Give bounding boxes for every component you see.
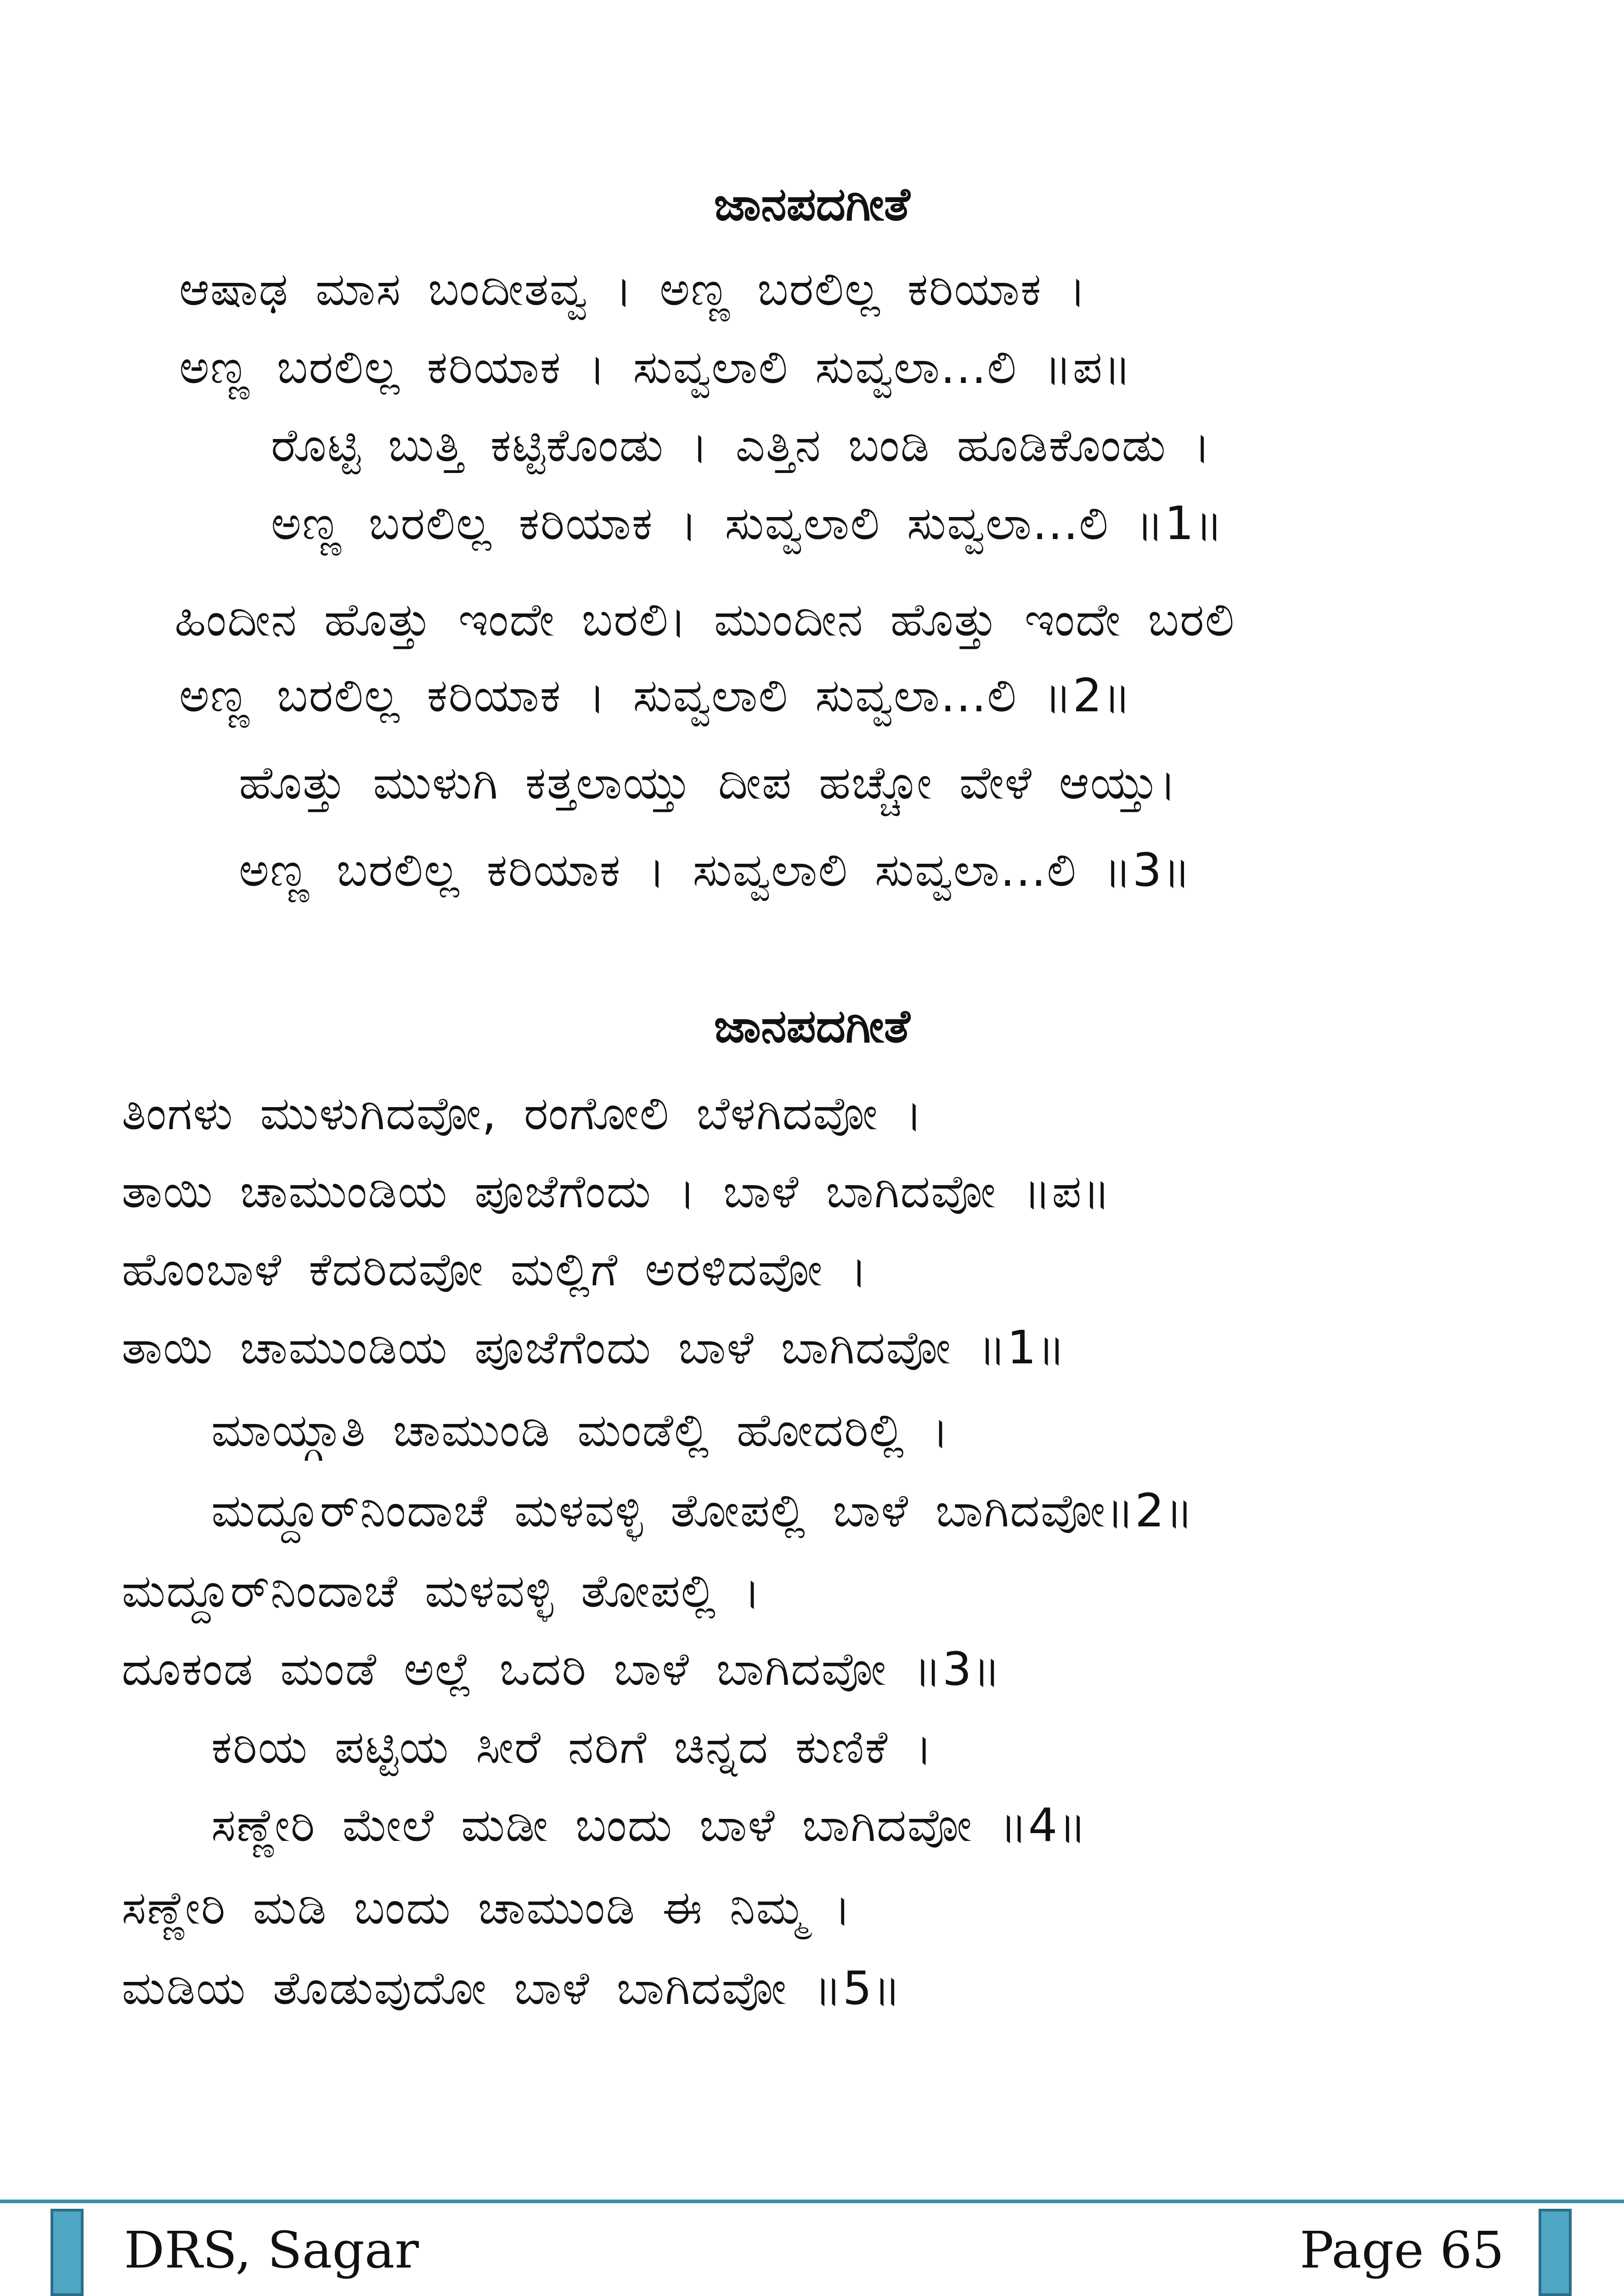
page-number: Page 65: [1300, 2221, 1505, 2279]
poem-2-line-2: ತಾಯಿ ಚಾಮುಂಡಿಯ ಪೂಜೆಗೆಂದು । ಬಾಳೆ ಬಾಗಿದವೋ ॥ಪ॥: [122, 1165, 1111, 1218]
section-2-title: ಜಾನಪದಗೀತೆ: [714, 999, 910, 1053]
footer-source: DRS, Sagar: [124, 2221, 419, 2279]
poem-2-line-4: ತಾಯಿ ಚಾಮುಂಡಿಯ ಪೂಜೆಗೆಂದು ಬಾಳೆ ಬಾಗಿದವೋ ॥1॥: [122, 1321, 1066, 1374]
poem-1-line-7: ಹೊತ್ತು ಮುಳುಗಿ ಕತ್ತಲಾಯ್ತು ದೀಪ ಹಚ್ಚೋ ವೇಳೆ ಆಯ್ತು।: [239, 756, 1178, 810]
poem-2-line-1: ತಿಂಗಳು ಮುಳುಗಿದವೋ, ರಂಗೋಲಿ ಬೆಳಗಿದವೋ ।: [122, 1086, 924, 1140]
footer-right-bar: [1539, 2209, 1572, 2296]
poem-2-line-5: ಮಾಯ್ಗಾತಿ ಚಾಮುಂಡಿ ಮಂಡೆಲ್ಲಿ ಹೋದರಿಲ್ಲಿ ।: [211, 1403, 950, 1457]
poem-1-line-6: ಅಣ್ಣ ಬರಲಿಲ್ಲ ಕರಿಯಾಕ । ಸುವ್ವಲಾಲಿ ಸುವ್ವಲಾ...ಲಿ ॥2॥: [179, 669, 1132, 722]
poem-2-line-11: ಸಣ್ಣೇರಿ ಮಡಿ ಬಂದು ಚಾಮುಂಡಿ ಈ ನಿಮ್ಮ ।: [122, 1881, 852, 1935]
poem-2-line-6: ಮದ್ದೂರ್‌ನಿಂದಾಚೆ ಮಳವಳ್ಳಿ ತೋಪಲ್ಲಿ ಬಾಳೆ ಬಾಗಿದವೋ॥2॥: [211, 1484, 1194, 1537]
poem-2-line-3: ಹೊಂಬಾಳೆ ಕೆದರಿದವೋ ಮಲ್ಲಿಗೆ ಅರಳಿದವೋ ।: [122, 1243, 868, 1296]
poem-2-line-10: ಸಣ್ಣೇರಿ ಮೇಲೆ ಮಡೀ ಬಂದು ಬಾಳೆ ಬಾಗಿದವೋ ॥4॥: [211, 1798, 1088, 1852]
footer-rule: [0, 2200, 1624, 2203]
poem-2-line-9: ಕರಿಯ ಪಟ್ಟಿಯ ಸೀರೆ ನರಿಗೆ ಚಿನ್ನದ ಕುಣಿಕೆ ।: [211, 1720, 934, 1774]
poem-2-line-7: ಮದ್ದೂರ್‌ನಿಂದಾಚೆ ಮಳವಳ್ಳಿ ತೋಪಲ್ಲಿ ।: [122, 1564, 762, 1618]
poem-1-line-3: ರೊಟ್ಟಿ ಬುತ್ತಿ ಕಟ್ಟಿಕೊಂಡು । ಎತ್ತಿನ ಬಂಡಿ ಹೂಡಿಕೊಂಡು ।: [271, 418, 1212, 472]
footer-left-bar: [51, 2209, 84, 2296]
section-1-title: ಜಾನಪದಗೀತೆ: [714, 177, 910, 231]
poem-1-line-8: ಅಣ್ಣ ಬರಲಿಲ್ಲ ಕರಿಯಾಕ । ಸುವ್ವಲಾಲಿ ಸುವ್ವಲಾ...ಲಿ ॥3॥: [239, 843, 1192, 897]
poem-1-line-4: ಅಣ್ಣ ಬರಲಿಲ್ಲ ಕರಿಯಾಕ । ಸುವ್ವಲಾಲಿ ಸುವ್ವಲಾ...ಲಿ ॥1॥: [271, 496, 1224, 550]
poem-2-line-12: ಮಡಿಯ ತೊಡುವುದೋ ಬಾಳೆ ಬಾಗಿದವೋ ॥5॥: [122, 1961, 902, 2015]
poem-2-line-8: ದೂಕಂಡ ಮಂಡೆ ಅಲ್ಲೆ ಒದರಿ ಬಾಳೆ ಬಾಗಿದವೋ ॥3॥: [122, 1642, 1002, 1696]
poem-1-line-5: ಹಿಂದೀನ ಹೊತ್ತು ಇಂದೇ ಬರಲಿ। ಮುಂದೀನ ಹೊತ್ತು ಇಂದೇ ಬರಲಿ: [175, 593, 1235, 647]
poem-1-line-1: ಆಷಾಢ ಮಾಸ ಬಂದೀತವ್ವ । ಅಣ್ಣ ಬರಲಿಲ್ಲ ಕರಿಯಾಕ ।: [179, 262, 1087, 316]
poem-1-line-2: ಅಣ್ಣ ಬರಲಿಲ್ಲ ಕರಿಯಾಕ । ಸುವ್ವಲಾಲಿ ಸುವ್ವಲಾ...ಲಿ ॥ಪ॥: [179, 340, 1132, 394]
